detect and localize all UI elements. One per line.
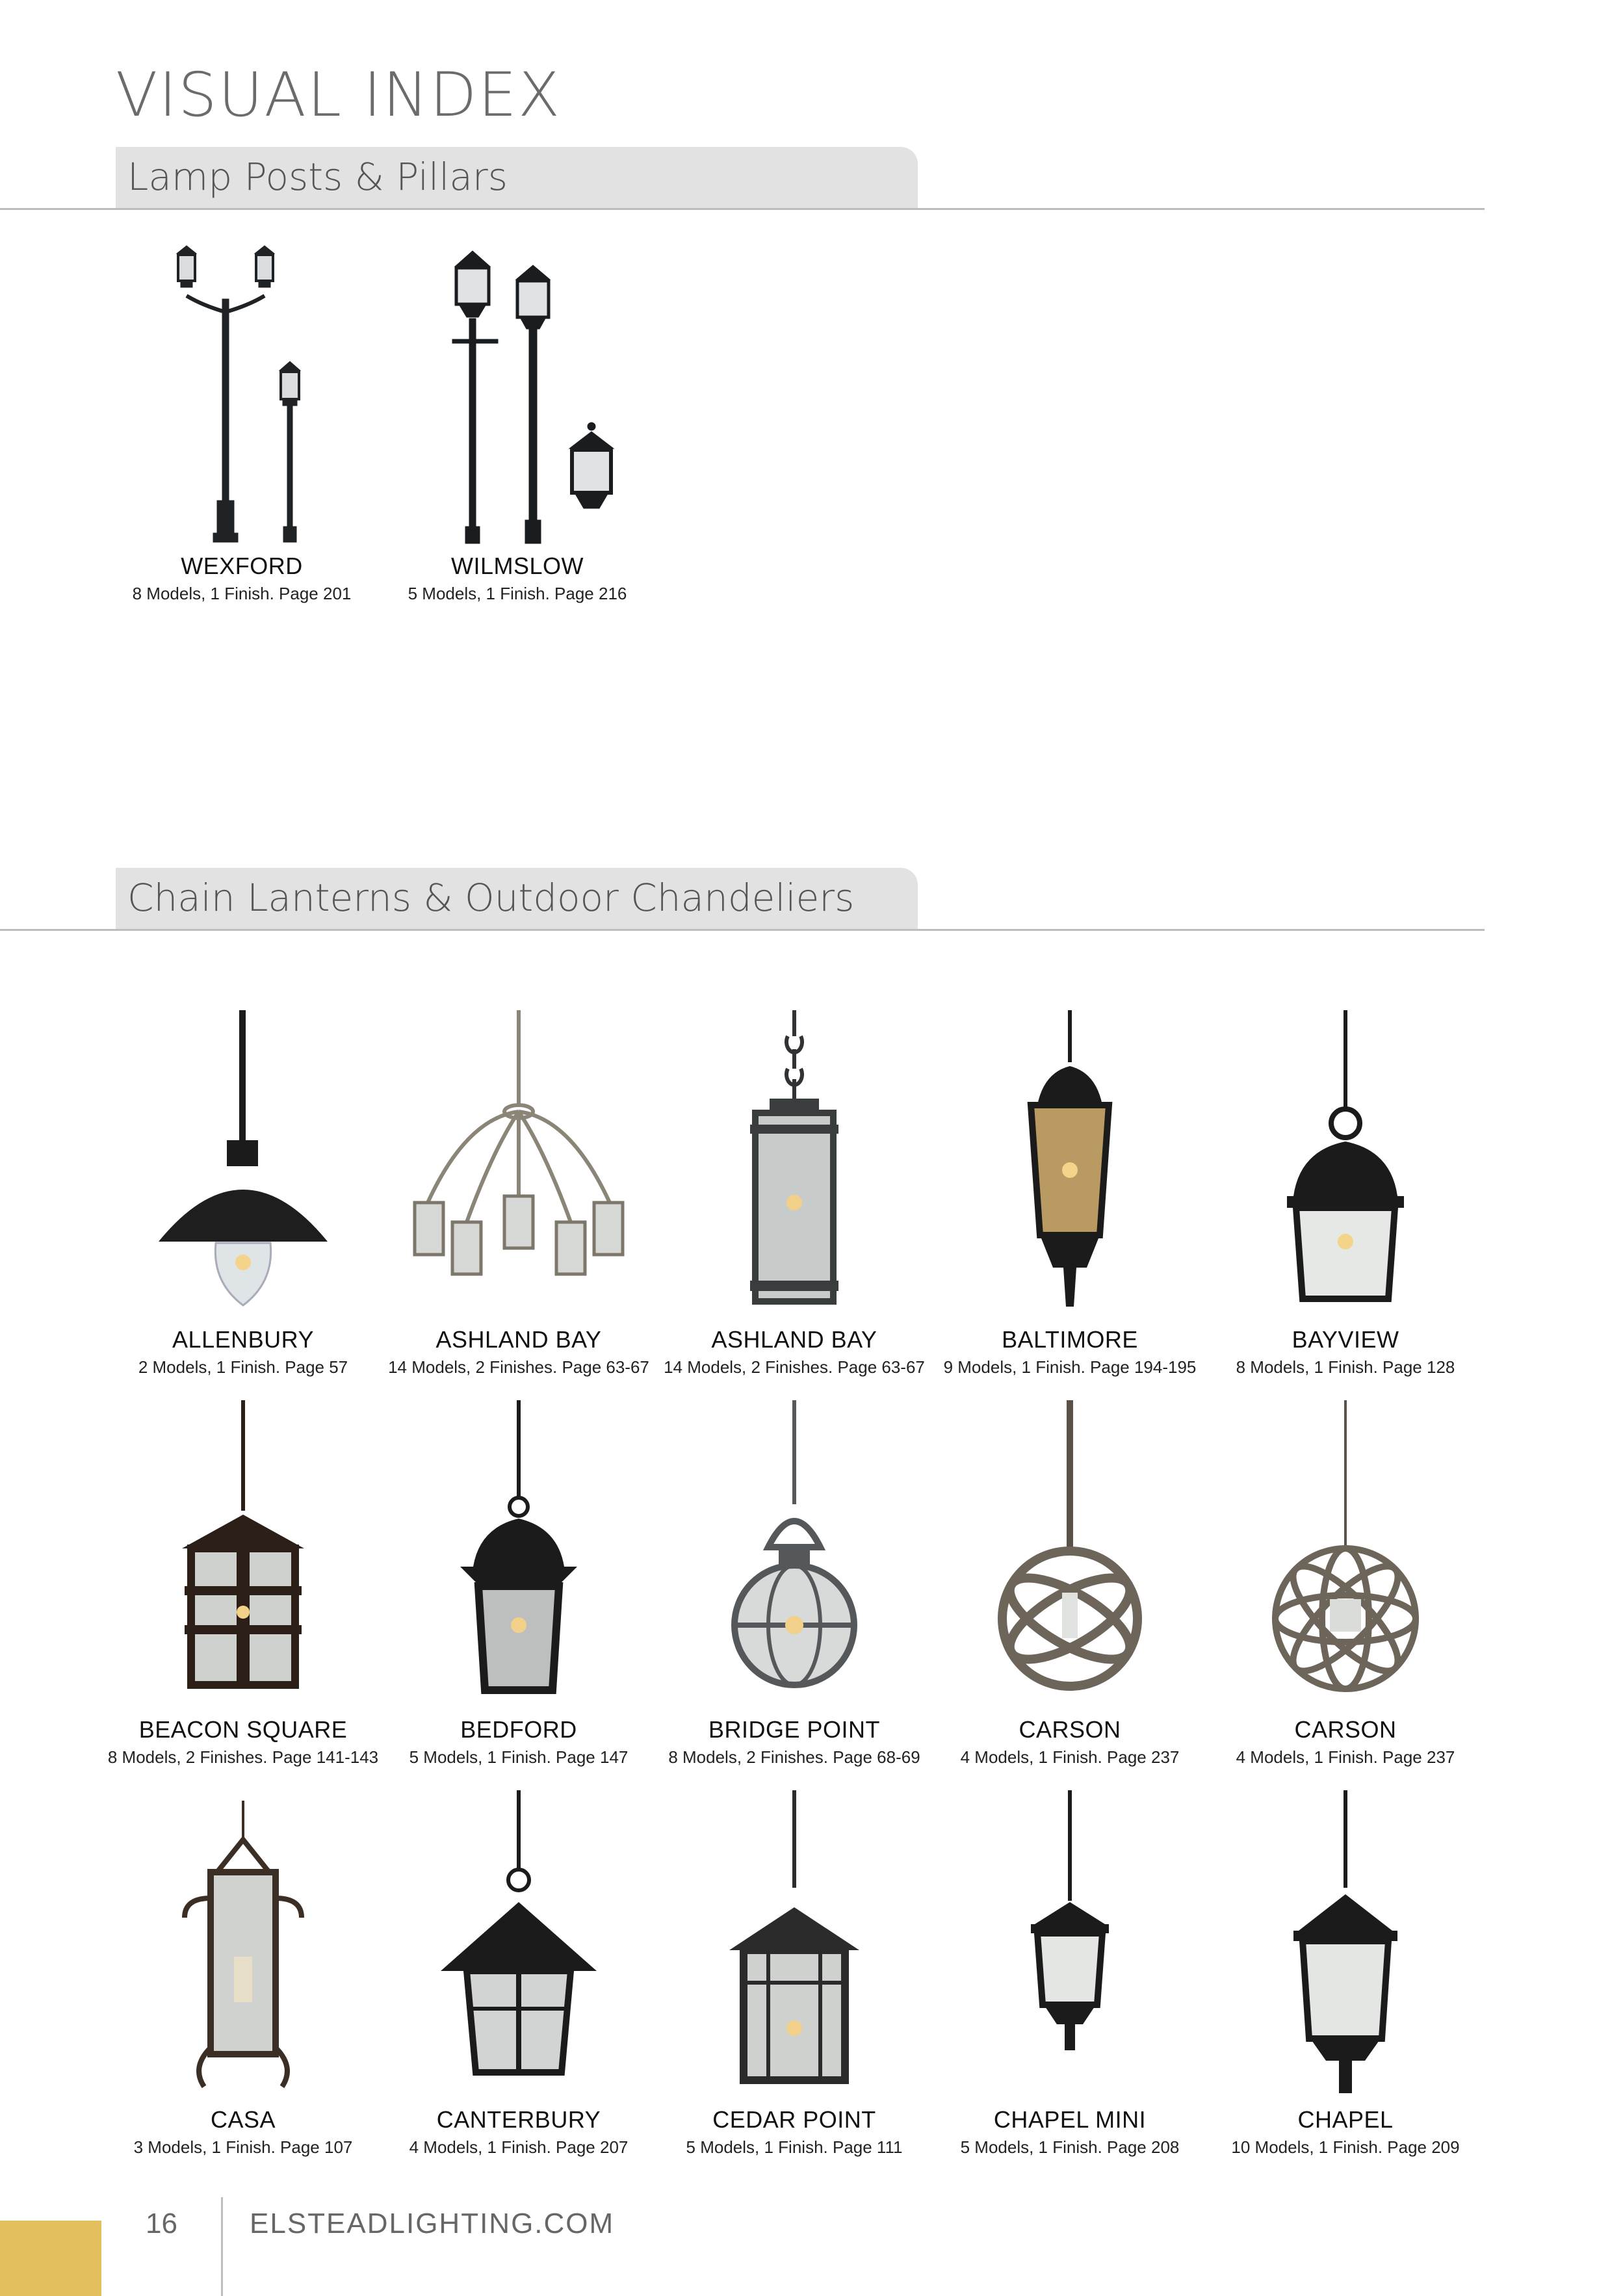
- lantern-image: [146, 1788, 341, 2106]
- product-name: CHAPEL: [1297, 2106, 1394, 2133]
- product-name: WEXFORD: [181, 553, 303, 579]
- product-name: BALTIMORE: [1002, 1326, 1138, 1353]
- product-meta: 5 Models, 1 Finish. Page 208: [960, 2137, 1180, 2157]
- page-number: 16: [146, 2208, 177, 2239]
- product-beacon-square[interactable]: [107, 1398, 380, 1768]
- product-meta: 4 Models, 1 Finish. Page 237: [1236, 1747, 1455, 1767]
- product-name: ASHLAND BAY: [435, 1326, 602, 1353]
- product-name: CARSON: [1294, 1716, 1397, 1743]
- product-meta: 4 Models, 1 Finish. Page 237: [960, 1747, 1180, 1767]
- product-meta: 5 Models, 1 Finish. Page 111: [686, 2137, 903, 2157]
- section-title: Lamp Posts & Pillars: [127, 155, 508, 199]
- product-casa[interactable]: [107, 1788, 380, 2158]
- section-divider: [0, 208, 1485, 210]
- sphere-pendant-image: [1248, 1398, 1443, 1716]
- product-carson-2[interactable]: [1209, 1398, 1482, 1768]
- lamp-post-image: [157, 241, 326, 553]
- page-title: VISUAL INDEX: [116, 60, 562, 131]
- product-name: CANTERBURY: [436, 2106, 601, 2133]
- lantern-image: [697, 1788, 892, 2106]
- product-name: CASA: [210, 2106, 276, 2133]
- product-ashland-bay-chandelier[interactable]: [382, 1008, 655, 1377]
- footer-accent-bar: [0, 2221, 101, 2296]
- product-meta: 8 Models, 1 Finish. Page 201: [132, 584, 352, 603]
- lantern-image: [1248, 1008, 1443, 1326]
- product-carson-1[interactable]: [933, 1398, 1206, 1768]
- product-name: ALLENBURY: [172, 1326, 314, 1353]
- product-name: BEACON SQUARE: [138, 1716, 348, 1743]
- lantern-image: [972, 1788, 1167, 2106]
- pendant-image: [133, 1008, 354, 1326]
- lamp-post-image: [413, 241, 621, 553]
- product-cedar-point[interactable]: [658, 1788, 931, 2158]
- product-meta: 14 Models, 2 Finishes. Page 63-67: [388, 1357, 649, 1377]
- product-meta: 2 Models, 1 Finish. Page 57: [138, 1357, 348, 1377]
- product-bayview[interactable]: [1209, 1008, 1482, 1377]
- lantern-image: [697, 1398, 892, 1716]
- sphere-pendant-image: [972, 1398, 1167, 1716]
- section-title: Chain Lanterns & Outdoor Chandeliers: [127, 876, 855, 920]
- lantern-image: [421, 1398, 616, 1716]
- website-link[interactable]: ELSTEADLIGHTING.COM: [250, 2208, 615, 2239]
- lantern-image: [697, 1008, 892, 1326]
- product-baltimore[interactable]: [933, 1008, 1206, 1377]
- product-meta: 5 Models, 1 Finish. Page 216: [408, 584, 627, 603]
- product-ashland-bay-lantern[interactable]: [658, 1008, 931, 1377]
- chandelier-image: [389, 1008, 649, 1326]
- product-name: BRIDGE POINT: [708, 1716, 881, 1743]
- product-wexford[interactable]: [105, 241, 378, 604]
- product-name: CEDAR POINT: [712, 2106, 876, 2133]
- product-name: BAYVIEW: [1292, 1326, 1399, 1353]
- product-meta: 8 Models, 2 Finishes. Page 141-143: [107, 1747, 379, 1767]
- lantern-image: [972, 1008, 1167, 1326]
- section-header-lamp-posts: [116, 147, 918, 208]
- product-name: ASHLAND BAY: [711, 1326, 877, 1353]
- footer-divider: [221, 2197, 223, 2296]
- product-wilmslow[interactable]: [381, 241, 654, 604]
- product-meta: 14 Models, 2 Finishes. Page 63-67: [664, 1357, 925, 1377]
- section-divider: [0, 929, 1485, 931]
- lantern-image: [1248, 1788, 1443, 2106]
- product-canterbury[interactable]: [382, 1788, 655, 2158]
- section-header-chain-lanterns: [116, 868, 918, 929]
- product-meta: 4 Models, 1 Finish. Page 207: [409, 2137, 629, 2157]
- product-meta: 9 Models, 1 Finish. Page 194-195: [943, 1357, 1197, 1377]
- product-name: CARSON: [1019, 1716, 1121, 1743]
- lantern-image: [421, 1788, 616, 2106]
- product-chapel-mini[interactable]: [933, 1788, 1206, 2158]
- product-meta: 5 Models, 1 Finish. Page 147: [409, 1747, 629, 1767]
- product-name: WILMSLOW: [450, 553, 584, 579]
- product-meta: 8 Models, 2 Finishes. Page 68-69: [668, 1747, 920, 1767]
- product-bedford[interactable]: [382, 1398, 655, 1768]
- product-bridge-point[interactable]: [658, 1398, 931, 1768]
- product-allenbury[interactable]: [107, 1008, 380, 1377]
- product-name: CHAPEL MINI: [993, 2106, 1147, 2133]
- product-chapel[interactable]: [1209, 1788, 1482, 2158]
- product-meta: 8 Models, 1 Finish. Page 128: [1236, 1357, 1455, 1377]
- product-name: BEDFORD: [460, 1716, 577, 1743]
- product-meta: 3 Models, 1 Finish. Page 107: [133, 2137, 353, 2157]
- lantern-image: [146, 1398, 341, 1716]
- product-meta: 10 Models, 1 Finish. Page 209: [1231, 2137, 1460, 2157]
